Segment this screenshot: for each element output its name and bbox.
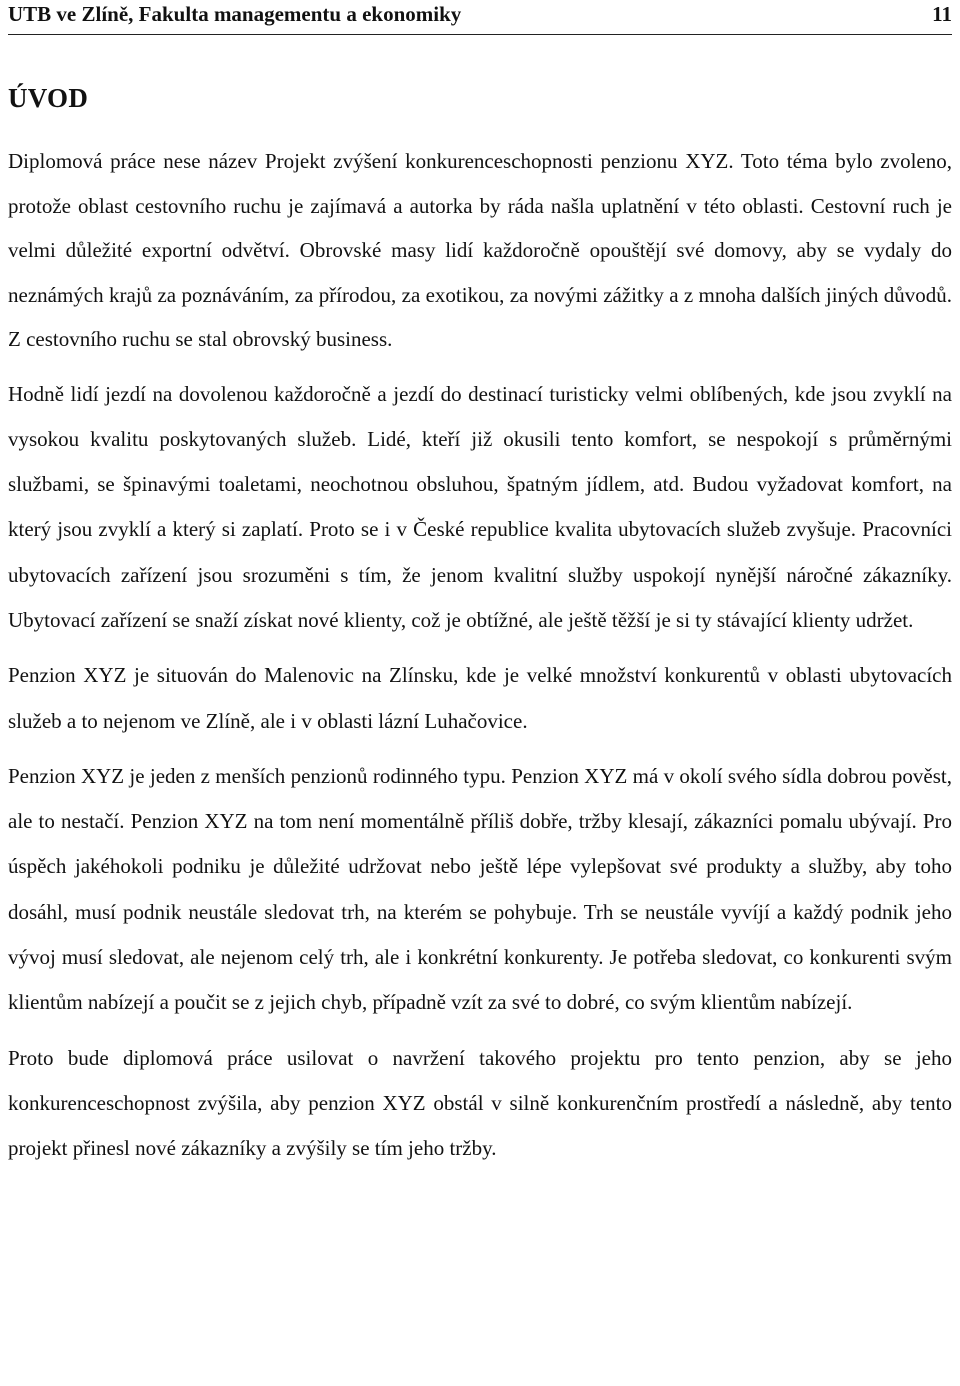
- paragraph-spacer: [8, 1026, 952, 1036]
- paragraph-5: Proto bude diplomová práce usilovat o navržení takového projektu pro tento penzion, aby se jeho konkurenceschopnost zvýšila, aby penzion XYZ obstál v silně konkurenčním prostředí a následně, aby tento projekt přinesl nové zákazníky a zvýšily se tím jeho tržby.: [8, 1045, 952, 1161]
- paragraph-1: Diplomová práce nese název Projekt zvýšení konkurenceschopnosti penzionu XYZ. Toto téma bylo zvoleno, protože oblast cestovního ruchu je zajímavá a autorka by ráda našla uplatnění v této oblasti. Cestovní ruch je velmi důležité exportní odvětví. Obrovské masy lidí každoročně opouštějí své domovy, aby se vydaly do neznámých krajů za poznáváním, za přírodou, za exotikou, za novými zážitky a z mnoha dalších jiných důvodů. Z cestovního ruchu se stal obrovský business.: [8, 149, 952, 351]
- paragraph-spacer: [8, 362, 952, 372]
- running-header: [8, 0, 952, 35]
- chapter-title: ÚVOD: [8, 83, 89, 113]
- header-page-number: 11: [932, 2, 952, 26]
- paragraph-spacer: [8, 744, 952, 754]
- paragraph-4: Penzion XYZ je jeden z menších penzionů rodinného typu. Penzion XYZ má v okolí svého sídla dobrou pověst, ale to nestačí. Penzion XYZ na tom není momentálně příliš dobře, tržby klesají, zákazníci pomalu ubývají. Pro úspěch jakéhokoli podniku je důležité udržovat nebo ještě lépe vylepšovat své produkty a služby, aby toho dosáhl, musí podnik neustále sledovat trh, na kterém se pohybuje. Trh se neustále vyvíjí a každý podnik jeho vývoj musí sledovat, ale nejenom celý trh, ale i konkrétní konkurenty. Je potřeba sledovat, co konkurenti svým klientům nabízejí a poučit se z jejich chyb, případně vzít za své to dobré, co svým klientům nabízejí.: [8, 763, 952, 1015]
- document-page: [8, 0, 952, 1172]
- header-institution: UTB ve Zlíně, Fakulta managementu a ekonomiky: [8, 2, 462, 26]
- paragraph-2: Hodně lidí jezdí na dovolenou každoročně a jezdí do destinací turisticky velmi oblíbených, kde jsou zvyklí na vysokou kvalitu poskytovaných služeb. Lidé, kteří již okusili tento komfort, se nespokojí s průměrnými službami, se špinavými toaletami, neochotnou obsluhou, špatným jídlem, atd. Budou vyžadovat komfort, na který jsou zvyklí a který si zaplatí. Proto se i v České republice kvalita ubytovacích služeb zvyšuje. Pracovníci ubytovacích zařízení jsou srozuměni s tím, že jenom kvalitní služby uspokojí nynější náročné zákazníky. Ubytovací zařízení se snaží získat nové klienty, což je obtížné, ale ještě těžší je si ty stávající klienty udržet.: [8, 381, 952, 632]
- paragraph-3: Penzion XYZ je situován do Malenovic na Zlínsku, kde je velké množství konkurentů v oblasti ubytovacích služeb a to nejenom ve Zlíně, ale i v oblasti lázní Luhačovice.: [8, 663, 952, 733]
- paragraph-spacer: [8, 643, 952, 653]
